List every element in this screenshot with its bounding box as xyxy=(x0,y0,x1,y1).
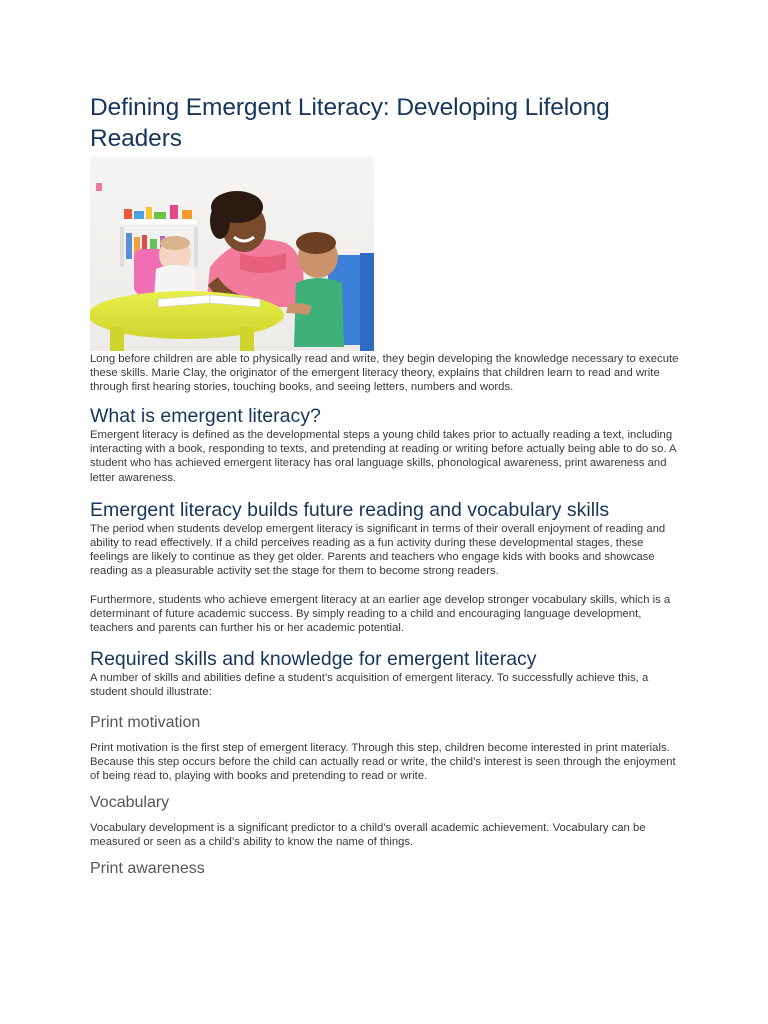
subheading-vocabulary: Vocabulary xyxy=(90,793,170,811)
section-paragraph: The period when students develop emergent literacy is significant in terms of their overall enjoyment of reading and ability to read effectively. If a child perceives reading as a fun activity during these developmental stages, these feelings are likely to continue as they get older. Parents and teachers who engage kids with books and showcase reading as a pleasurable activity set the stage for them to become strong readers. xyxy=(90,522,666,577)
subheading-print-awareness: Print awareness xyxy=(90,859,205,877)
section-heading-what-is: What is emergent literacy? xyxy=(90,405,321,428)
subsection-paragraph: Vocabulary development is a significant predictor to a child’s overall academic achievement. Vocabulary can be measured or seen as a child’s ability to know the name of things. xyxy=(90,821,646,848)
section-heading-required-skills: Required skills and knowledge for emergent literacy xyxy=(90,648,537,671)
intro-paragraph: Long before children are able to physically read and write, they begin developing the knowledge necessary to execute these skills. Marie Clay, the originator of the emergent literacy theory, explains that children learn to read and write through first hearing stories, touching books, and seeing letters, numbers and words. xyxy=(90,353,679,394)
subsection-paragraph: Print motivation is the first step of emergent literacy. Through this step, children become interested in print materials. Because this step occurs before the child can actually read or write, the child’s interest is seen through the enjoyment of being read to, playing with books and pretending to read or write. xyxy=(90,741,676,782)
classroom-reading-photo xyxy=(90,157,374,351)
section-paragraph: A number of skills and abilities define a student’s acquisition of emergent literacy. To successfully achieve this, a student should illustrate: xyxy=(90,672,649,699)
section-paragraph: Emergent literacy is defined as the developmental steps a young child takes prior to actually reading a text, including interacting with a book, responding to texts, and pretending at reading or writing before actually being able to do so. A student who has achieved emergent literacy has oral language skills, phonological awareness, print awareness and letter awareness. xyxy=(90,429,676,484)
page-title: Defining Emergent Literacy: Developing Lifelong Readers xyxy=(90,94,610,152)
subheading-print-motivation: Print motivation xyxy=(90,713,201,731)
section-heading-builds-skills: Emergent literacy builds future reading and vocabulary skills xyxy=(90,498,610,521)
section-paragraph: Furthermore, students who achieve emergent literacy at an earlier age develop stronger vocabulary skills, which is a determinant of future academic success. By simply reading to a child and encouraging language development, teachers and parents can further his or her academic potential. xyxy=(90,594,671,635)
document-page xyxy=(90,92,680,879)
